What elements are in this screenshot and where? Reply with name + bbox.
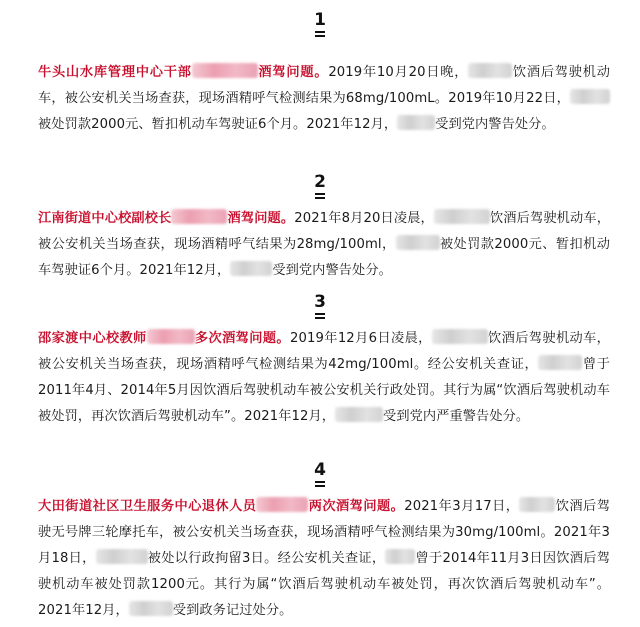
number-underline bbox=[315, 485, 325, 487]
case-section-3 bbox=[38, 326, 610, 430]
case-section-4 bbox=[38, 494, 610, 624]
section-number-2: 2 bbox=[0, 172, 640, 199]
redacted-name bbox=[171, 209, 227, 224]
case-title-3: 邵家渡中心校教师 多次酒驾问题。 bbox=[38, 331, 290, 346]
case-paragraph-2: 江南街道中心校副校长 酒驾问题。2021年8月20日凌晨， 饮酒后驾驶机动车，被公安机关当场查获，现场酒精呼气结果为28mg/100ml， 被处罚款2000元、暂扣机动车驾驶证6个月。2021年12月， 受到党内警告处分。 bbox=[38, 211, 611, 278]
case-title-1: 牛头山水库管理中心干部 酒驾问题。 bbox=[38, 65, 329, 80]
case-section-1 bbox=[38, 60, 610, 138]
number-underline bbox=[315, 317, 325, 319]
redacted-name bbox=[385, 549, 415, 564]
redacted-name bbox=[434, 209, 490, 224]
redacted-name bbox=[396, 235, 440, 250]
number-underline bbox=[315, 481, 325, 483]
section-number-4: 4 bbox=[0, 460, 640, 487]
redacted-name bbox=[432, 329, 488, 344]
section-number-3: 3 bbox=[0, 292, 640, 319]
case-section-2 bbox=[38, 206, 610, 284]
case-title-2: 江南街道中心校副校长 酒驾问题。 bbox=[38, 211, 295, 226]
redacted-name bbox=[570, 89, 610, 104]
case-paragraph-1: 牛头山水库管理中心干部 酒驾问题。2019年10月20日晚， 饮酒后驾驶机动车，被公安机关当场查获，现场酒精呼气检测结果为68mg/100mL。2019年10月22日，被处罚款2000元、暂扣机动车驾驶证6个月。2021年12月， 受到党内警告处分。 bbox=[38, 65, 611, 132]
redacted-name bbox=[519, 497, 555, 512]
number-underline bbox=[315, 35, 325, 37]
redacted-name bbox=[468, 63, 512, 78]
redacted-name bbox=[96, 549, 148, 564]
redacted-name bbox=[538, 355, 582, 370]
case-title-4: 大田街道社区卫生服务中心退休人员 两次酒驾问题。 bbox=[38, 499, 405, 514]
case-paragraph-4: 大田街道社区卫生服务中心退休人员 两次酒驾问题。2021年3月17日， 饮酒后驾驶无号牌三轮摩托车，被公安机关当场查获，现场酒精呼气检测结果为30mg/100ml。2021年3月18日， 被处以行政拘留3日。经公安机关查证， 曾于2014年11月3日因饮酒后驾驶机动车被处罚款1200元。其行为属“饮酒后驾驶机动车被处罚，再次饮酒后驾驶机动车”。2021年12月， 受到政务记过处分。 bbox=[38, 499, 610, 618]
redacted-name bbox=[397, 115, 435, 130]
case-paragraph-3: 邵家渡中心校教师 多次酒驾问题。2019年12月6日凌晨， 饮酒后驾驶机动车，被公安机关当场查获，现场酒精呼气检测结果为42mg/100ml。经公安机关查证， 曾于2011年4月、2014年5月因饮酒后驾驶机动车被公安机关行政处罚。其行为属“饮酒后驾驶机动车被处罚，再次饮酒后驾驶机动车”。2021年12月， 受到党内严重警告处分。 bbox=[38, 331, 611, 424]
section-number-1: 1 bbox=[0, 10, 640, 37]
number-underline bbox=[315, 193, 325, 195]
redacted-name bbox=[230, 261, 272, 276]
number-underline bbox=[315, 313, 325, 315]
number-underline bbox=[315, 197, 325, 199]
redacted-name bbox=[335, 407, 383, 422]
redacted-name bbox=[192, 63, 258, 78]
redacted-name bbox=[147, 329, 195, 344]
number-underline bbox=[315, 31, 325, 33]
redacted-name bbox=[256, 497, 308, 512]
redacted-name bbox=[129, 601, 173, 616]
